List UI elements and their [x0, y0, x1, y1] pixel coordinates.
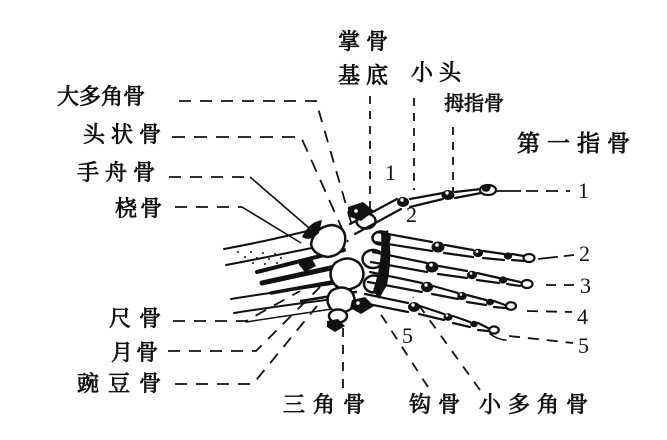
label-metacarpal-base-line1: 掌骨	[338, 29, 395, 54]
label-pisiform: 豌豆骨	[77, 371, 171, 396]
label-radius: 桡骨	[115, 196, 166, 221]
label-trapezium: 大多角骨	[57, 84, 146, 109]
label-capitate: 头状骨	[83, 122, 168, 147]
label-lunate: 月骨	[111, 340, 162, 365]
label-scaphoid: 手舟骨	[77, 160, 162, 185]
leader-lines	[168, 96, 574, 390]
label-first-phalanx: 第一指骨	[517, 131, 637, 156]
finger-1-number: 1	[578, 178, 589, 203]
finger-2-number: 2	[579, 241, 590, 266]
label-thumb-bone: 拇指骨	[444, 93, 504, 115]
metacarpal-2-number: 2	[406, 202, 417, 227]
label-head: 小头	[411, 60, 468, 85]
metacarpal-5-number: 5	[402, 323, 413, 348]
metacarpal-1-number: 1	[385, 160, 396, 185]
finger-4-number: 4	[577, 304, 588, 329]
label-trapezoid: 小多角骨	[479, 392, 596, 417]
label-triquetrum: 三角骨	[283, 392, 374, 417]
finger-5-number: 5	[578, 333, 589, 358]
finger-3-number: 3	[580, 273, 591, 298]
label-hamate: 钩骨	[409, 392, 468, 417]
label-ulna: 尺骨	[109, 306, 170, 331]
label-metacarpal-base-line2: 基底	[338, 63, 395, 88]
